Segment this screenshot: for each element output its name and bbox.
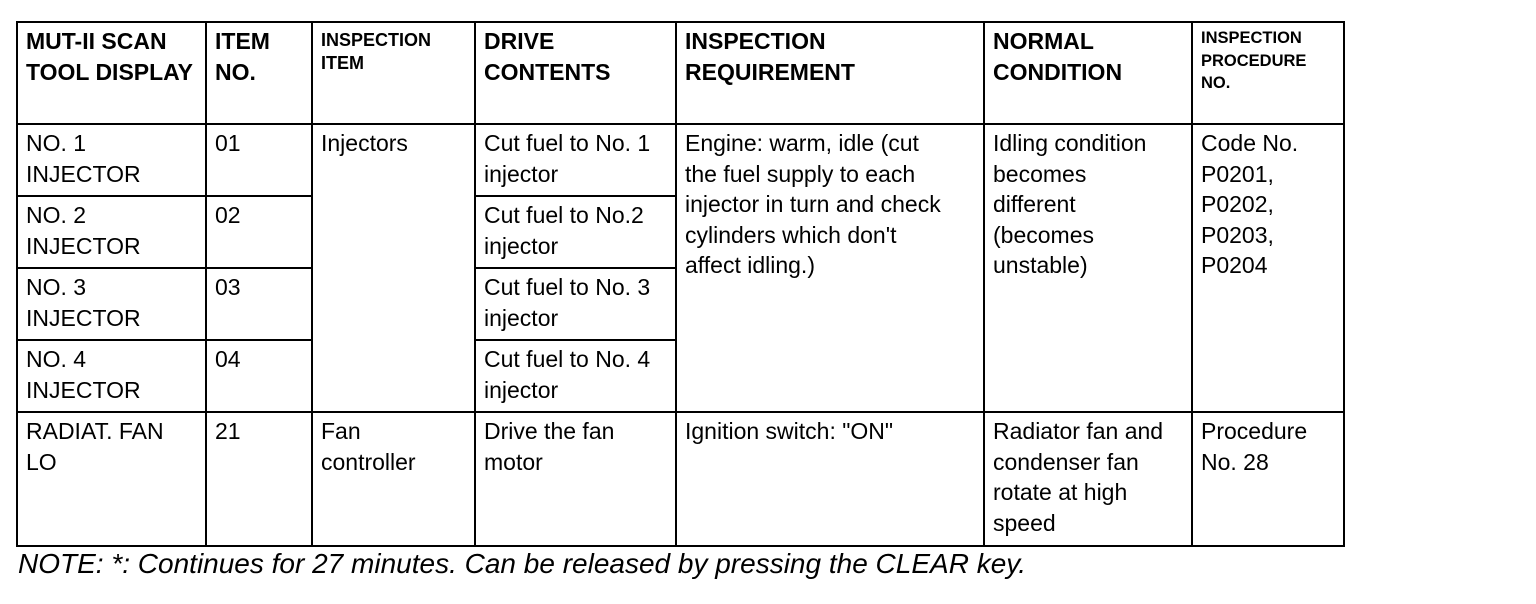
inspection-requirement-cell: Ignition switch: "ON" xyxy=(676,412,984,546)
procedure-no-cell: Code No. P0201, P0202, P0203, P0204 xyxy=(1192,124,1344,412)
header-normal-condition: NORMAL CONDITION xyxy=(984,22,1192,124)
item-no-cell: 21 xyxy=(206,412,312,546)
drive-contents-cell: Cut fuel to No. 4 injector xyxy=(475,340,676,412)
item-no-cell: 01 xyxy=(206,124,312,196)
header-inspection-requirement: INSPECTION REQUIREMENT xyxy=(676,22,984,124)
header-row xyxy=(17,22,1344,124)
inspection-item-cell: Fan controller xyxy=(312,412,475,546)
drive-contents-cell: Cut fuel to No. 3 injector xyxy=(475,268,676,340)
item-no-cell: 04 xyxy=(206,340,312,412)
header-inspection-procedure-no: INSPECTION PROCEDURE NO. xyxy=(1192,22,1344,124)
drive-contents-cell: Cut fuel to No.2 injector xyxy=(475,196,676,268)
header-drive-contents: DRIVE CONTENTS xyxy=(475,22,676,124)
header-scan-tool-display: MUT-II SCAN TOOL DISPLAY xyxy=(17,22,206,124)
scan-tool-display-cell: NO. 3 INJECTOR xyxy=(17,268,206,340)
procedure-no-cell: Procedure No. 28 xyxy=(1192,412,1344,546)
footnote: NOTE: *: Continues for 27 minutes. Can be released by pressing the CLEAR key. xyxy=(18,548,1026,579)
scan-tool-display-cell: NO. 4 INJECTOR xyxy=(17,340,206,412)
normal-condition-cell: Idling condition becomes different (becomes unstable) xyxy=(984,124,1192,412)
table-row xyxy=(17,124,1344,196)
normal-condition-cell: Radiator fan and condenser fan rotate at high speed xyxy=(984,412,1192,546)
item-no-cell: 03 xyxy=(206,268,312,340)
header-inspection-item: INSPECTION ITEM xyxy=(312,22,475,124)
header-item-no: ITEM NO. xyxy=(206,22,312,124)
drive-contents-cell: Cut fuel to No. 1 injector xyxy=(475,124,676,196)
scan-tool-display-cell: RADIAT. FAN LO xyxy=(17,412,206,546)
item-no-cell: 02 xyxy=(206,196,312,268)
table-row xyxy=(17,412,1344,546)
inspection-table xyxy=(16,21,1345,547)
scan-tool-display-cell: NO. 1 INJECTOR xyxy=(17,124,206,196)
inspection-requirement-cell: Engine: warm, idle (cut the fuel supply to each injector in turn and check cylinders which don't affect idling.) xyxy=(676,124,984,412)
scan-tool-display-cell: NO. 2 INJECTOR xyxy=(17,196,206,268)
drive-contents-cell: Drive the fan motor xyxy=(475,412,676,546)
inspection-item-cell: Injectors xyxy=(312,124,475,412)
